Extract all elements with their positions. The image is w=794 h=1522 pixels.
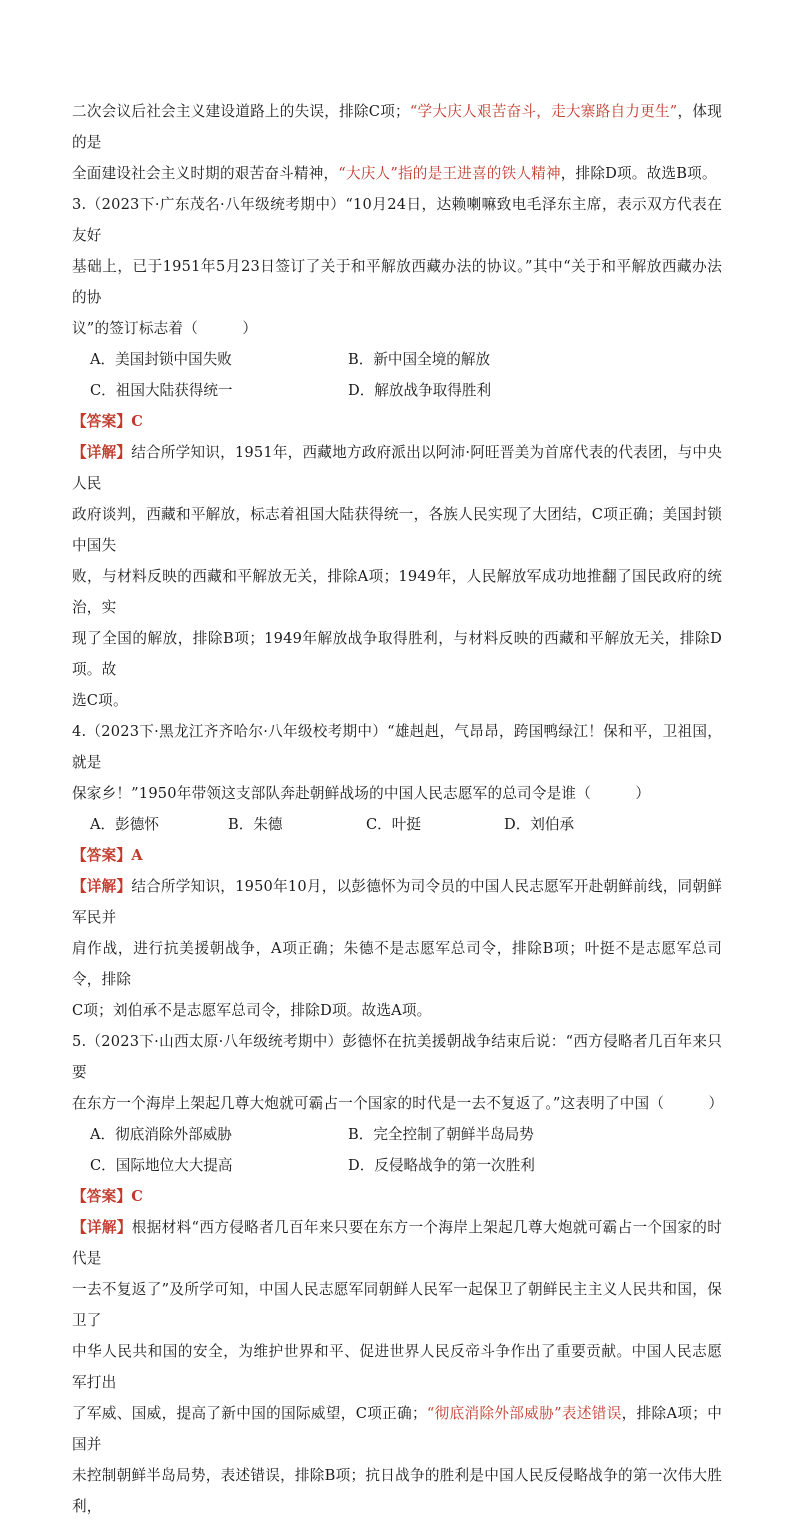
detail-line: 了军威、国威，提高了新中国的国际威望，C项正确；“彻底消除外部威胁”表述错误，排除A项；中国并	[72, 1405, 722, 1453]
option-d: D．反侵略战争的第一次胜利	[348, 1157, 535, 1174]
question-stem: 在东方一个海岸上架起几尊大炮就可霸占一个国家的时代是一去不复返了。”这表明了中国（ ）	[72, 1095, 724, 1112]
question-stem: 议”的签订标志着（ ）	[72, 320, 258, 337]
option-row	[72, 344, 722, 375]
answer-value: C	[131, 1188, 144, 1205]
detail-line: 现了全国的解放，排除B项；1949年解放战争取得胜利，与材料反映的西藏和平解放无关，排除D项。故	[72, 630, 722, 678]
quote-highlight: “学大庆人艰苦奋斗，走大寨路自力更生”	[409, 103, 678, 120]
detail-line: 未控制朝鲜半岛局势，表述错误，排除B项；抗日战争的胜利是中国人民反侵略战争的第一次伟大胜利，	[72, 1467, 722, 1515]
detail-line: 选C项。	[72, 692, 128, 709]
detail-label: 【详解】	[72, 878, 132, 895]
answer-line	[72, 840, 722, 871]
answer-label: 【答案】	[72, 847, 132, 864]
detail-line: 中华人民共和国的安全，为维护世界和平、促进世界人民反帝斗争作出了重要贡献。中国人民志愿军打出	[72, 1343, 722, 1391]
document-page	[72, 96, 722, 1522]
question-stem: 基础上，已于1951年5月23日签订了关于和平解放西藏办法的协议。”其中“关于和平解放西藏办法的协	[72, 258, 722, 306]
q2-detail-tail	[72, 96, 722, 189]
answer-value: A	[131, 847, 143, 864]
option-c: C．祖国大陆获得统一	[90, 382, 233, 399]
question-stem: 5.（2023下·山西太原·八年级统考期中）彭德怀在抗美援朝战争结束后说：“西方侵略者几百年来只要	[72, 1033, 722, 1081]
detail-line: 【详解】结合所学知识，1950年10月，以彭德怀为司令员的中国人民志愿军开赴朝鲜前线，同朝鲜军民并	[72, 878, 722, 926]
option-c: C．叶挺	[366, 816, 421, 833]
answer-value: C	[131, 413, 144, 430]
question-stem: 4.（2023下·黑龙江齐齐哈尔·八年级校考期中）“雄赳赳，气昂昂，跨国鸭绿江！保和平，卫祖国，就是	[72, 723, 722, 771]
answer-line	[72, 406, 722, 437]
option-row	[72, 1150, 722, 1181]
option-a: A．彻底消除外部威胁	[90, 1126, 232, 1143]
detail-line: 肩作战，进行抗美援朝战争，A项正确；朱德不是志愿军总司令，排除B项；叶挺不是志愿军总司令，排除	[72, 940, 722, 988]
detail-line: 败，与材料反映的西藏和平解放无关，排除A项；1949年，人民解放军成功地推翻了国民政府的统治，实	[72, 568, 722, 616]
question-stem: 3.（2023下·广东茂名·八年级统考期中）“10月24日，达赖喇嘛致电毛泽东主席，表示双方代表在友好	[72, 196, 722, 244]
detail-line: 【详解】根据材料“西方侵略者几百年来只要在东方一个海岸上架起几尊大炮就可霸占一个国家的时代是	[72, 1219, 722, 1267]
option-a: A．美国封锁中国失败	[90, 351, 232, 368]
answer-label: 【答案】	[72, 413, 132, 430]
option-d: D．解放战争取得胜利	[348, 382, 492, 399]
answer-label: 【答案】	[72, 1188, 132, 1205]
option-row	[72, 1119, 722, 1150]
detail-line: 一去不复返了”及所学可知，中国人民志愿军同朝鲜人民军一起保卫了朝鲜民主主义人民共和国，保卫了	[72, 1281, 722, 1329]
text-line: 全面建设社会主义时期的艰苦奋斗精神，“大庆人”指的是王进喜的铁人精神，排除D项。故选B项。	[72, 165, 717, 182]
option-row	[72, 375, 722, 406]
detail-label: 【详解】	[72, 444, 132, 461]
option-b: B．朱德	[228, 816, 283, 833]
question-4	[72, 716, 722, 1026]
detail-line: 【详解】结合所学知识，1951年，西藏地方政府派出以阿沛·阿旺晋美为首席代表的代表团，与中央人民	[72, 444, 722, 492]
question-3	[72, 189, 722, 716]
question-5	[72, 1026, 722, 1522]
option-row	[72, 809, 722, 840]
quote-highlight: “彻底消除外部威胁”表述错误	[426, 1405, 622, 1422]
option-c: C．国际地位大大提高	[90, 1157, 233, 1174]
text-line: 二次会议后社会主义建设道路上的失误，排除C项；“学大庆人艰苦奋斗，走大寨路自力更生”，体现的是	[72, 103, 722, 151]
detail-label: 【详解】	[72, 1219, 132, 1236]
option-b: B．完全控制了朝鲜半岛局势	[348, 1126, 534, 1143]
option-a: A．彭德怀	[90, 816, 159, 833]
answer-line	[72, 1181, 722, 1212]
option-b: B．新中国全境的解放	[348, 351, 491, 368]
question-stem: 保家乡！”1950年带领这支部队奔赴朝鲜战场的中国人民志愿军的总司令是谁（ ）	[72, 785, 651, 802]
option-d: D．刘伯承	[504, 816, 575, 833]
detail-line: C项；刘伯承不是志愿军总司令，排除D项。故选A项。	[72, 1002, 432, 1019]
detail-line: 政府谈判，西藏和平解放，标志着祖国大陆获得统一，各族人民实现了大团结，C项正确；美国封锁中国失	[72, 506, 722, 554]
quote-highlight: “大庆人”指的是王进喜的铁人精神	[338, 165, 561, 182]
